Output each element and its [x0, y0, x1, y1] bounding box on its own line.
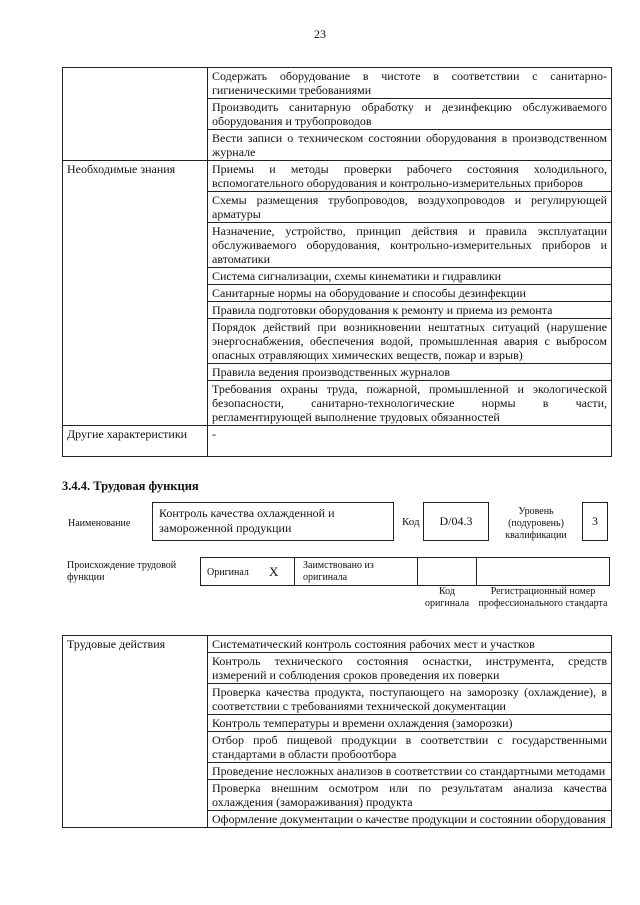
row-label-knowledge: Необходимые знания: [63, 161, 208, 426]
table-cell: Требования охраны труда, пожарной, промышленной и экологической безопасности, санитарно-технологические нормы в части, регламентирующей выполнение трудовых обязанностей: [208, 381, 612, 426]
table-cell: Назначение, устройство, принцип действия и правила эксплуатации обслуживаемого оборудования, контрольно-измерительных приборов и автоматики: [208, 223, 612, 268]
table-cell: Систематический контроль состояния рабочих мест и участков: [208, 636, 612, 653]
row-label-labor-actions: Трудовые действия: [63, 636, 208, 828]
borrowed-box: [294, 557, 418, 586]
table-cell: Порядок действий при возникновении нештатных ситуаций (нарушение энергоснабжения, обеспечения водой, промышленная авария с выбросом опасных отравляющих химических веществ, пожар и взрыв): [208, 319, 612, 364]
table-cell: Контроль технического состояния оснастки, инструмента, средств измерений и соблюдения сроков проведения их поверки: [208, 653, 612, 684]
reg-number-label: Регистрационный номер профессионального стандарта: [478, 586, 608, 609]
table-row: [63, 636, 612, 653]
name-label: Наименование: [68, 518, 131, 529]
table-cell: Оформление документации о качестве продукции и состоянии оборудования: [208, 811, 612, 828]
row-label-other: Другие характеристики: [63, 426, 208, 457]
table-cell: -: [208, 426, 612, 457]
level-label: Уровень (подуровень) квалификации: [505, 506, 567, 541]
table-cell: Проверка качества продукта, поступающего на заморозку (охлаждение), в соответствии с требованиями технической документации: [208, 684, 612, 715]
borrowed-label: Заимствовано из оригинала: [303, 560, 374, 583]
code-label: Код: [402, 516, 420, 528]
reg-number-box: [476, 557, 610, 586]
origin-label: Происхождение трудовой функции: [67, 560, 177, 583]
table-cell: Система сигнализации, схемы кинематики и гидравлики: [208, 268, 612, 285]
table-cell: Санитарные нормы на оборудование и способы дезинфекции: [208, 285, 612, 302]
table-row: [63, 426, 612, 457]
section-heading: 3.4.4. Трудовая функция: [62, 479, 199, 493]
function-name-box: [152, 502, 394, 541]
table-cell: Правила подготовки оборудования к ремонту и приема из ремонта: [208, 302, 612, 319]
level-value: 3: [592, 514, 598, 528]
table-cell: Вести записи о техническом состоянии оборудования в производственном журнале: [208, 130, 612, 161]
competency-table: [62, 67, 612, 457]
table-cell: Содержать оборудование в чистоте в соответствии с санитарно-гигиеническими требованиями: [208, 68, 612, 99]
table-cell: Отбор проб пищевой продукции в соответствии с государственными стандартами в области пробоотбора: [208, 732, 612, 763]
level-box: [582, 502, 608, 541]
function-name-value: Контроль качества охлажденной и замороженной продукции: [159, 506, 335, 535]
table-cell: Правила ведения производственных журналов: [208, 364, 612, 381]
table-cell: Приемы и методы проверки рабочего состояния холодильного, вспомогательного оборудования и контрольно-измерительных приборов: [208, 161, 612, 192]
page-number: 23: [314, 27, 326, 41]
table-cell: Проведение несложных анализов в соответствии со стандартными методами: [208, 763, 612, 780]
table-row: [63, 68, 612, 99]
row-label-empty: [63, 68, 208, 161]
code-value: D/04.3: [439, 514, 473, 528]
table-cell: Проверка внешним осмотром или по результатам анализа качества охлаждения (замораживания) продукта: [208, 780, 612, 811]
table-row: [63, 161, 612, 192]
original-box: [200, 557, 295, 586]
origin-code-label: Код оригинала: [424, 586, 470, 609]
table-cell: Производить санитарную обработку и дезинфекцию обслуживаемого оборудования и трубопроводов: [208, 99, 612, 130]
origin-code-box: [417, 557, 477, 586]
original-label: Оригинал: [207, 567, 249, 578]
table-cell: Контроль температуры и времени охлаждения (заморозки): [208, 715, 612, 732]
original-mark: X: [269, 564, 279, 579]
table-cell: Схемы размещения трубопроводов, воздухопроводов и регулирующей арматуры: [208, 192, 612, 223]
labor-actions-table: [62, 635, 612, 828]
code-box: [423, 502, 489, 541]
